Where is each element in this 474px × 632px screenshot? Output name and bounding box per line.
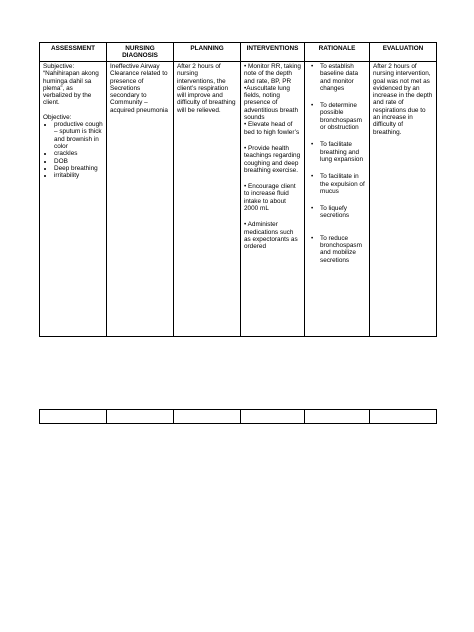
list-item: • Administer medications such as expectorants as ordered xyxy=(244,221,298,251)
diagnosis-text: Ineffective Airway Clearance related to presence of Secretions secondary to Community – acquired pneumonia xyxy=(110,63,168,114)
header-assessment: ASSESSMENT xyxy=(40,43,107,62)
evaluation-text: After 2 hours of nursing intervention, goal was not met as evidenced by an increase in the depth and rate of respirations due to an increase in difficulty of breathing. xyxy=(373,63,433,136)
rationale-text: To facilitate in the expulsion of mucus xyxy=(320,173,365,195)
list-item: • To reduce bronchospasm and mobilize secretions xyxy=(311,234,362,264)
table-row xyxy=(40,62,437,337)
rationale-text: To facilitate breathing and lung expansion xyxy=(320,141,363,163)
empty-cell xyxy=(174,410,241,424)
header-row xyxy=(40,43,437,62)
planning-text: After 2 hours of nursing interventions, the client’s respiration will improve and difficulty of breathing will be relieved. xyxy=(177,63,236,114)
rationale-text: To reduce bronchospasm and mobilize secretions xyxy=(320,234,362,264)
header-evaluation: EVALUATION xyxy=(370,43,437,62)
interventions-list xyxy=(244,63,301,251)
header-rationale: RATIONALE xyxy=(305,43,370,62)
list-item: • Deep breathing xyxy=(54,165,103,172)
interventions-cell xyxy=(241,62,305,337)
rationale-text: To liquefy secretions xyxy=(320,205,350,220)
list-item: • crackles xyxy=(54,150,103,157)
list-item: • To determine possible bronchospasm or obstruction xyxy=(311,102,362,132)
list-item: • Encourage client to increase fluid intake to about 2000 mL xyxy=(244,183,296,213)
care-plan-table xyxy=(39,42,437,337)
empty-cell xyxy=(40,410,107,424)
rationale-text: To determine possible bronchospasm or obstruction xyxy=(320,102,362,132)
empty-table-row-strip xyxy=(39,409,437,424)
subjective-quote: “Nahihirapan akong huminga dahil sa plema”, as verbalized by the client. xyxy=(43,70,99,107)
empty-cell xyxy=(241,410,305,424)
planning-cell xyxy=(174,62,241,337)
empty-cell xyxy=(305,410,370,424)
list-item: • To liquefy secretions xyxy=(311,205,350,220)
list-item: • To establish baseline data and monitor changes xyxy=(311,63,359,92)
table-row xyxy=(40,410,437,424)
header-planning: PLANNING xyxy=(174,43,241,62)
rationale-cell xyxy=(305,62,370,337)
objective-findings-list xyxy=(43,121,103,179)
objective-label: Objective: xyxy=(43,113,72,121)
list-item: •Auscultate lung fields, noting presence of adventitious breath sounds xyxy=(244,84,299,122)
subjective-label: Subjective: xyxy=(43,63,75,70)
rationale-text: To establish baseline data and monitor changes xyxy=(320,63,359,92)
list-item: • productive cough – sputum is thick and brownish in color xyxy=(54,121,103,150)
list-item: • irritability xyxy=(54,172,103,179)
assessment-cell xyxy=(40,62,107,337)
list-item: • Monitor RR, taking note of the depth and rate, BP, PR xyxy=(244,63,301,85)
rationale-list xyxy=(308,63,366,264)
list-item: • Provide health teachings regarding coughing and deep breathing exercise. xyxy=(244,144,301,174)
header-nursing-diagnosis: NURSING DIAGNOSIS xyxy=(107,43,174,62)
list-item: • To facilitate in the expulsion of mucus xyxy=(311,173,365,195)
diagnosis-cell xyxy=(107,62,174,337)
list-item: • Elevate head of bed to high fowler’s xyxy=(244,121,300,136)
header-interventions: INTERVENTIONS xyxy=(241,43,305,62)
empty-cell xyxy=(370,410,437,424)
list-item: • To facilitate breathing and lung expansion xyxy=(311,141,363,163)
list-item: • DOB xyxy=(54,158,103,165)
evaluation-cell xyxy=(370,62,437,337)
empty-cell xyxy=(107,410,174,424)
